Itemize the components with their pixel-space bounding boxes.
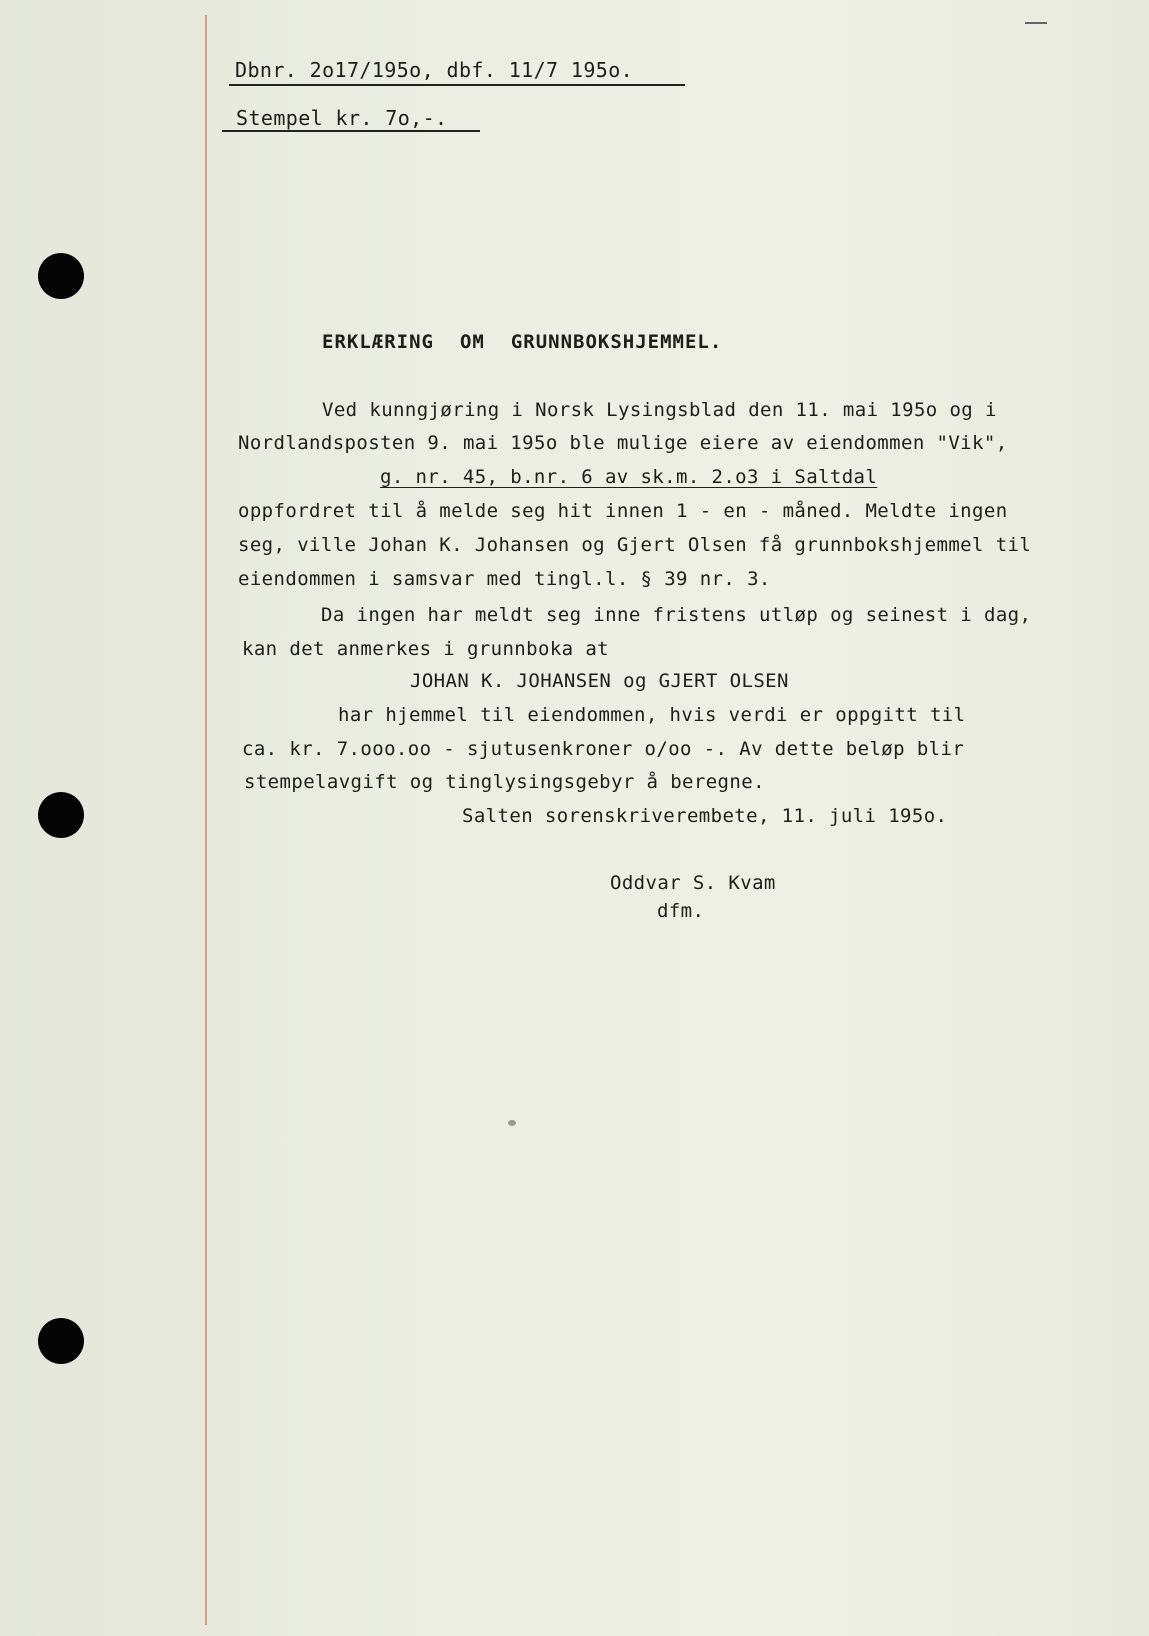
title-word: GRUNNBOKSHJEMMEL. (510, 331, 723, 353)
body-line: Ved kunngjøring i Norsk Lysingsblad den 11. mai 195o og i (322, 399, 997, 421)
body-line: Da ingen har meldt seg inne fristens utløp og seinest i dag, (321, 604, 1032, 626)
body-line: oppfordret til å melde seg hit innen 1 - en - måned. Meldte ingen (238, 500, 1008, 522)
dbnr-line: Dbnr. 2o17/195o, dbf. 11/7 195o. (235, 58, 634, 82)
title-word: OM (459, 331, 485, 353)
body-line: Nordlandsposten 9. mai 195o ble mulige eiere av eiendommen "Vik", (238, 432, 1008, 454)
owner-names: JOHAN K. JOHANSEN og GJERT OLSEN (410, 670, 789, 692)
punch-hole-icon (38, 253, 84, 299)
stamp-underline (222, 130, 480, 132)
body-line: stempelavgift og tinglysingsgebyr å beregne. (244, 771, 765, 793)
property-reference: g. nr. 45, b.nr. 6 av sk.m. 2.o3 i Saltdal (380, 466, 878, 488)
signature-title: dfm. (657, 900, 705, 922)
body-line: eiendommen i samsvar med tingl.l. § 39 nr. 3. (238, 568, 771, 590)
red-margin-line (205, 15, 207, 1625)
corner-mark (1025, 22, 1047, 24)
paper-speck (508, 1120, 516, 1126)
body-line: kan det anmerkes i grunnboka at (242, 638, 610, 660)
punch-hole-icon (38, 792, 84, 838)
document-title (322, 330, 722, 354)
body-line: seg, ville Johan K. Johansen og Gjert Olsen få grunnbokshjemmel til (238, 534, 1032, 556)
body-line: har hjemmel til eiendommen, hvis verdi er oppgitt til (338, 704, 966, 726)
place-date-line: Salten sorenskriverembete, 11. juli 195o. (462, 805, 948, 827)
punch-hole-icon (38, 1318, 84, 1364)
stamp-line: Stempel kr. 7o,-. (236, 106, 448, 130)
signature-name: Oddvar S. Kvam (610, 872, 776, 894)
dbnr-underline (229, 84, 685, 86)
body-line: ca. kr. 7.ooo.oo - sjutusenkroner o/oo -. Av dette beløp blir (242, 738, 965, 760)
title-word: ERKLÆRING (322, 331, 434, 353)
